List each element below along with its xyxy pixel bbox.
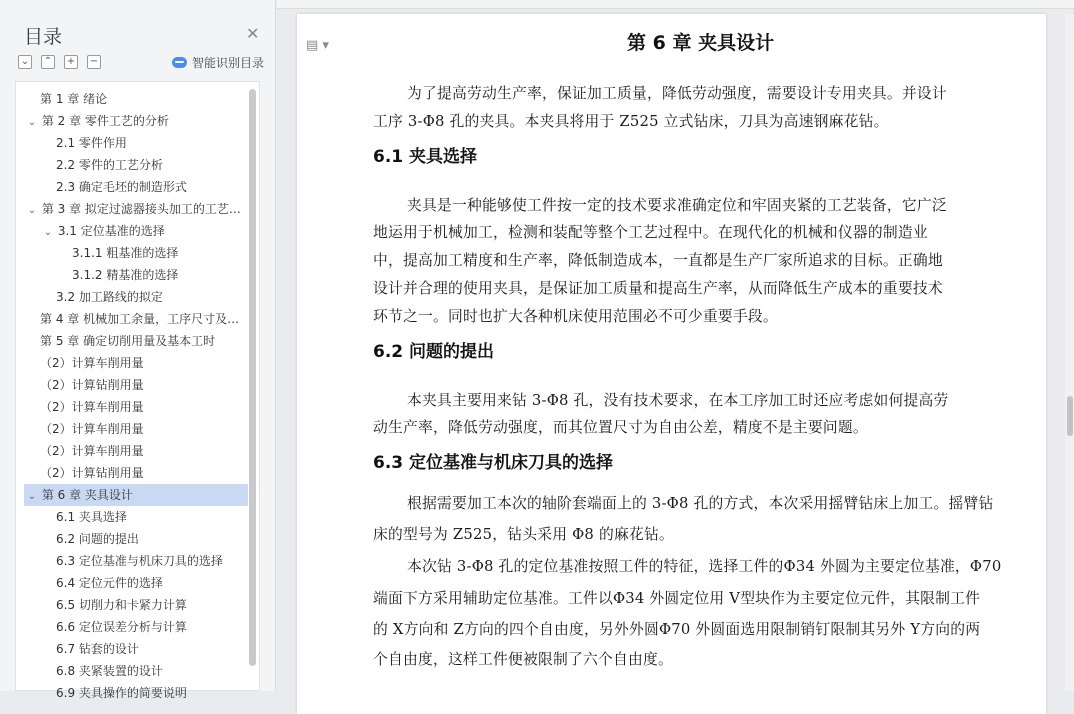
toc-item[interactable] bbox=[24, 660, 248, 682]
smart-toc-label: 智能识别目录 bbox=[192, 56, 265, 70]
toc-item[interactable] bbox=[24, 440, 248, 462]
chevron-down-icon[interactable]: ⌄ bbox=[27, 205, 37, 216]
paragraph-line: 夹具是一种能够使工件按一定的技术要求准确定位和牢固夹紧的工艺装备，它广泛 bbox=[407, 197, 947, 214]
toc-item-label: 2.3 确定毛坯的制造形式 bbox=[56, 180, 187, 194]
toc-item[interactable] bbox=[24, 242, 248, 264]
close-icon[interactable]: ✕ bbox=[246, 24, 260, 43]
toc-item[interactable] bbox=[24, 484, 248, 506]
paragraph-line: 工序 3-Φ8 孔的夹具。本夹具将用于 Z525 立式钻床，刀具为高速钢麻花钻。 bbox=[373, 113, 889, 130]
toc-item-label: 6.7 钻套的设计 bbox=[56, 642, 139, 656]
paragraph-line: 本夹具主要用来钻 3-Φ8 孔，没有技术要求，在本工序加工时还应考虑如何提高劳 bbox=[407, 392, 949, 409]
toc-item[interactable] bbox=[24, 682, 248, 704]
paragraph-line: 端面下方采用辅助定位基准。工件以Φ34 外圆定位用 V型块作为主要定位元件，其限制工件 bbox=[373, 590, 981, 607]
paragraph-line: 本次钻 3-Φ8 孔的定位基准按照工件的特征，选择工件的Φ34 外圆为主要定位基准，Φ70 bbox=[407, 558, 1002, 575]
section-heading-6-3: 6.3 定位基准与机床刀具的选择 bbox=[373, 453, 614, 473]
toc-item[interactable] bbox=[24, 418, 248, 440]
toc-item[interactable] bbox=[24, 528, 248, 550]
toc-item[interactable] bbox=[24, 396, 248, 418]
chevron-down-icon[interactable]: ⌄ bbox=[27, 491, 37, 502]
toc-item-label: 6.6 定位误差分析与计算 bbox=[56, 620, 187, 634]
toc-item-label: 6.1 夹具选择 bbox=[56, 510, 127, 524]
paragraph-line: 为了提高劳动生产率，保证加工质量，降低劳动强度，需要设计专用夹具。并设计 bbox=[407, 85, 947, 102]
toc-item-label: （2）计算车削用量 bbox=[40, 356, 144, 370]
toc-item-label: 3.1 定位基准的选择 bbox=[57, 224, 165, 238]
toc-item[interactable] bbox=[24, 638, 248, 660]
toc-title: 目录 bbox=[24, 26, 63, 48]
paragraph-line: 地运用于机械加工，检测和装配等整个工艺过程中。在现代化的机械和仪器的制造业 bbox=[373, 224, 928, 241]
toc-item-label: （2）计算车削用量 bbox=[40, 400, 144, 414]
paragraph-line: 个自由度，这样工件便被限制了六个自由度。 bbox=[373, 651, 673, 668]
toc-item-label: （2）计算车削用量 bbox=[40, 444, 144, 458]
toc-item[interactable] bbox=[24, 462, 248, 484]
toc-item-label: 3.1.1 粗基准的选择 bbox=[72, 246, 179, 260]
chevron-down-icon[interactable]: ⌄ bbox=[27, 117, 37, 128]
toc-item[interactable] bbox=[24, 198, 248, 220]
chapter-title: 第 6 章 夹具设计 bbox=[627, 32, 775, 54]
toc-item-label: 3.1.2 精基准的选择 bbox=[72, 268, 179, 282]
toc-item[interactable] bbox=[24, 220, 248, 242]
remove-heading-icon[interactable]: − bbox=[87, 55, 101, 69]
toc-item-label: 2.1 零件作用 bbox=[56, 136, 127, 150]
toc-item[interactable] bbox=[24, 132, 248, 154]
smart-toc-icon bbox=[172, 57, 187, 68]
toc-item[interactable] bbox=[24, 550, 248, 572]
toc-toolbar bbox=[18, 55, 101, 69]
ruler bbox=[277, 0, 1074, 9]
toc-item-label: 3.2 加工路线的拟定 bbox=[56, 290, 163, 304]
toc-item-label: 6.2 问题的提出 bbox=[56, 532, 139, 546]
toc-item-label: 第 2 章 零件工艺的分析 bbox=[41, 114, 169, 128]
toc-item[interactable] bbox=[24, 616, 248, 638]
smart-toc-button[interactable] bbox=[172, 54, 264, 71]
document-scroll-thumb[interactable] bbox=[1067, 396, 1073, 436]
add-heading-icon[interactable]: + bbox=[64, 55, 78, 69]
toc-item[interactable] bbox=[24, 352, 248, 374]
toc-scrollbar[interactable] bbox=[249, 89, 256, 666]
paragraph-line: 根据需要加工本次的轴阶套端面上的 3-Φ8 孔的方式，本次采用摇臂钻床上加工。摇臂钻 bbox=[407, 495, 994, 512]
toc-list bbox=[15, 81, 260, 700]
toc-item[interactable] bbox=[24, 572, 248, 594]
toc-item[interactable] bbox=[24, 264, 248, 286]
toc-item-label: 第 3 章 拟定过滤器接头加工的工艺… bbox=[41, 202, 241, 216]
chevron-down-icon[interactable]: ⌄ bbox=[43, 227, 53, 238]
toc-item[interactable] bbox=[24, 506, 248, 528]
paragraph-line: 中，提高加工精度和生产率，降低制造成本，一直都是生产厂家所追求的目标。正确地 bbox=[373, 252, 943, 269]
toc-pane bbox=[0, 0, 276, 700]
document-area bbox=[277, 0, 1074, 691]
toc-item-label: 第 1 章 绪论 bbox=[40, 92, 108, 106]
section-heading-6-1: 6.1 夹具选择 bbox=[373, 147, 478, 167]
expand-all-icon[interactable]: ⌄ bbox=[18, 55, 32, 69]
toc-item-label: （2）计算车削用量 bbox=[40, 422, 144, 436]
section-heading-6-2: 6.2 问题的提出 bbox=[373, 342, 495, 362]
toc-item-label: 6.3 定位基准与机床刀具的选择 bbox=[56, 554, 223, 568]
toc-item[interactable] bbox=[24, 110, 248, 132]
toc-item-label: 6.4 定位元件的选择 bbox=[56, 576, 163, 590]
paragraph-line: 环节之一。同时也扩大各种机床使用范围必不可少重要手段。 bbox=[373, 308, 778, 325]
toc-item[interactable] bbox=[24, 88, 248, 110]
paragraph-line: 床的型号为 Z525，钻头采用 Φ8 的麻花钻。 bbox=[373, 526, 674, 543]
toc-item[interactable] bbox=[24, 176, 248, 198]
toc-item[interactable] bbox=[24, 154, 248, 176]
toc-item-label: 第 5 章 确定切削用量及基本工时 bbox=[40, 334, 216, 348]
toc-item-label: 6.9 夹具操作的简要说明 bbox=[56, 686, 187, 700]
paragraph-line: 的 X方向和 Z方向的四个自由度，另外外圆Φ70 外圆面选用限制销钉限制其另外 Y方向的两 bbox=[373, 621, 981, 638]
page-menu-icon[interactable]: ▤ ▾ bbox=[306, 38, 329, 53]
document-page[interactable] bbox=[297, 14, 1046, 714]
collapse-all-icon[interactable]: ⌃ bbox=[41, 55, 55, 69]
toc-item-label: （2）计算钻削用量 bbox=[40, 466, 144, 480]
document-scrollbar[interactable] bbox=[1065, 14, 1074, 691]
paragraph-line: 动生产率，降低劳动强度，而其位置尺寸为自由公差，精度不是主要问题。 bbox=[373, 419, 868, 436]
toc-item-label: 6.5 切削力和卡紧力计算 bbox=[56, 598, 187, 612]
toc-item[interactable] bbox=[24, 594, 248, 616]
toc-item[interactable] bbox=[24, 308, 248, 330]
toc-item-label: 6.8 夹紧装置的设计 bbox=[56, 664, 163, 678]
toc-item[interactable] bbox=[24, 330, 248, 352]
toc-item-label: （2）计算钻削用量 bbox=[40, 378, 144, 392]
toc-item[interactable] bbox=[24, 286, 248, 308]
toc-item-label: 第 6 章 夹具设计 bbox=[41, 488, 133, 502]
toc-item-label: 2.2 零件的工艺分析 bbox=[56, 158, 163, 172]
paragraph-line: 设计并合理的使用夹具，是保证加工质量和提高生产率，从而降低生产成本的重要技术 bbox=[373, 280, 943, 297]
toc-item-label: 第 4 章 机械加工余量，工序尺寸及… bbox=[40, 312, 240, 326]
toc-item[interactable] bbox=[24, 374, 248, 396]
